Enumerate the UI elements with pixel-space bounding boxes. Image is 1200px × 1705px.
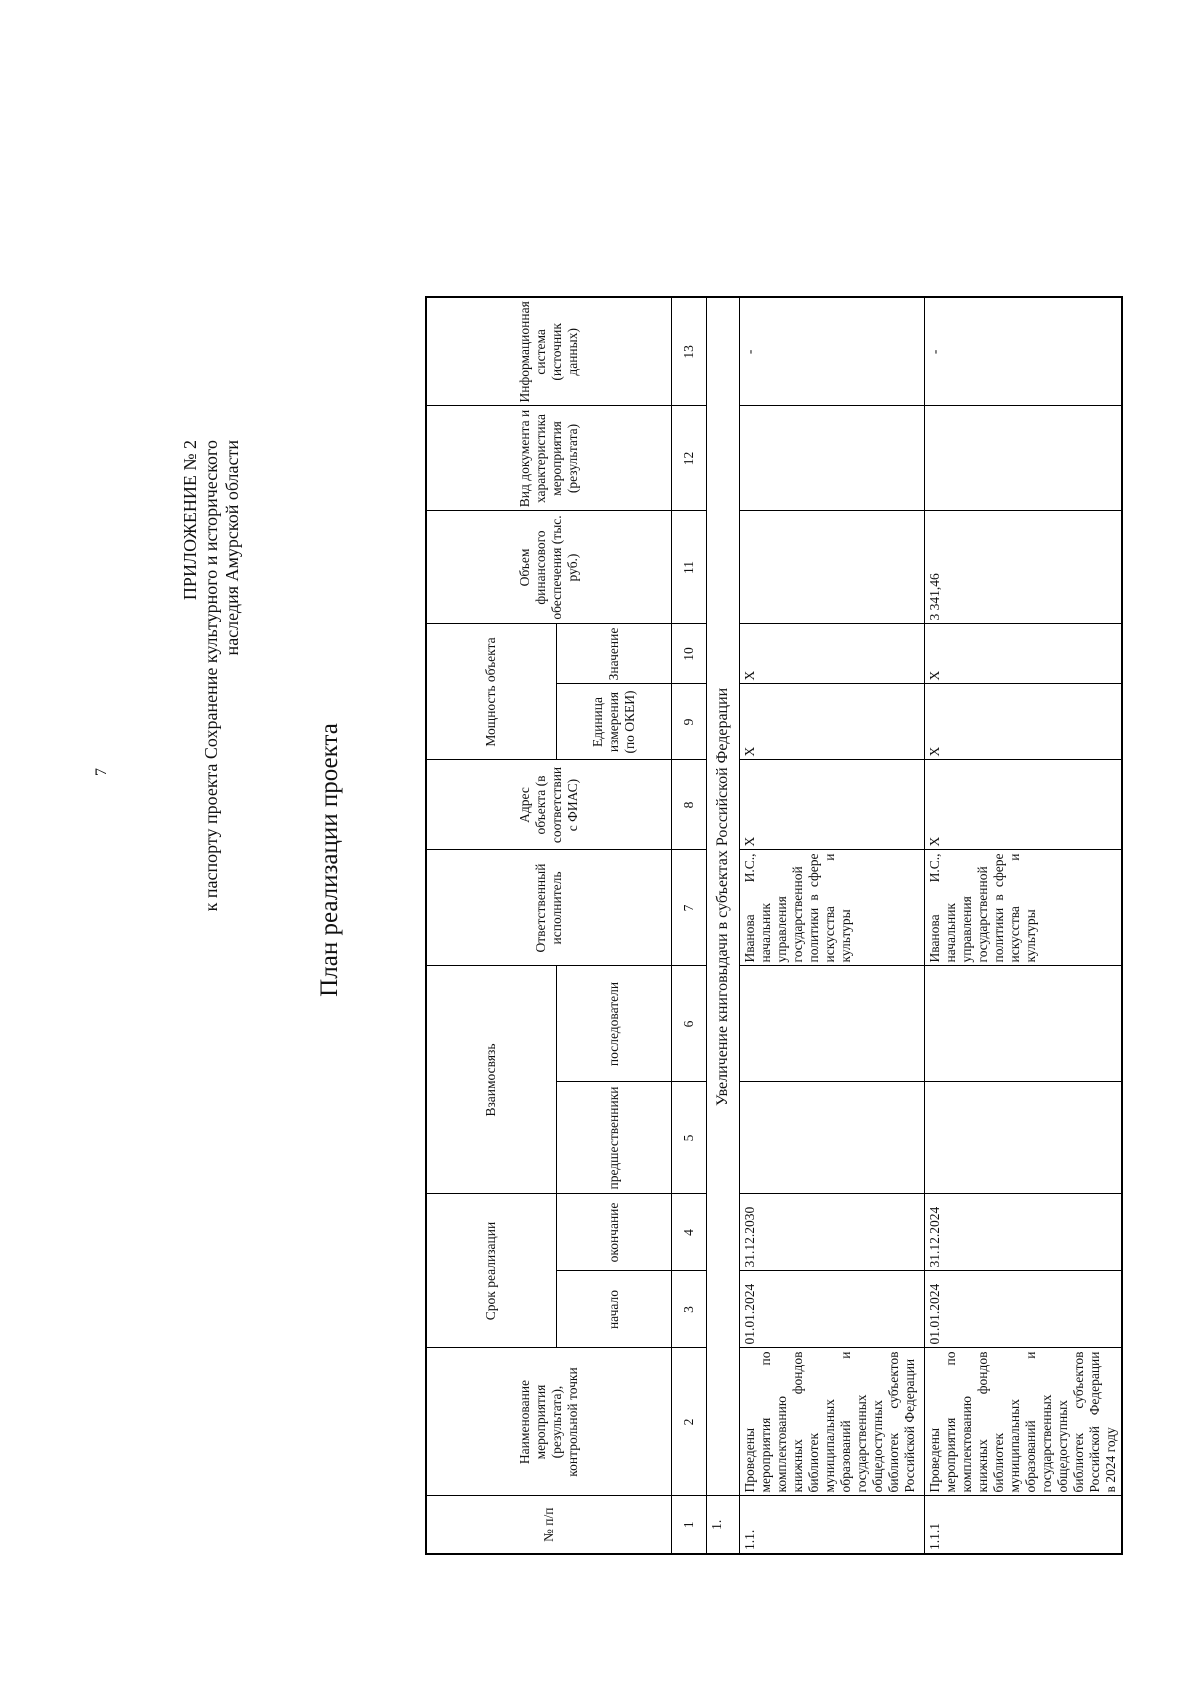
appendix-line-3: наследия Амурской области bbox=[222, 440, 242, 656]
row-finance bbox=[739, 511, 924, 624]
row-end-date: 31.12.2024 bbox=[924, 1194, 1122, 1271]
row-number: 1.1. bbox=[739, 1496, 924, 1554]
section-number: 1. bbox=[706, 1496, 739, 1554]
column-number: 5 bbox=[671, 1082, 706, 1194]
table-row bbox=[739, 297, 924, 1554]
section-row bbox=[706, 297, 739, 1554]
header-term-end: окончание bbox=[556, 1194, 671, 1271]
column-number: 1 bbox=[671, 1496, 706, 1554]
appendix-header bbox=[180, 440, 243, 1080]
column-number: 4 bbox=[671, 1194, 706, 1271]
header-row-1 bbox=[426, 297, 556, 1554]
header-num: № п/п bbox=[426, 1496, 671, 1554]
column-number-row bbox=[671, 297, 706, 1554]
page-number: 7 bbox=[93, 768, 110, 776]
header-link-pred: предшественники bbox=[556, 1082, 671, 1194]
row-address: X bbox=[739, 760, 924, 850]
header-finance: Объем финансового обеспечения (тыс. руб.) bbox=[426, 511, 671, 624]
row-name: Проведены мероприятия по комплектованию книжных фондов библиотек муниципальных образований и государственных общедоступных библиотек субъектов Российской Федерации в 2024 году bbox=[924, 1348, 1122, 1496]
row-capacity-unit: X bbox=[924, 684, 1122, 760]
header-capacity: Мощность объекта bbox=[426, 624, 556, 760]
header-link: Взаимосвязь bbox=[426, 966, 556, 1194]
document-title: План реализации проекта bbox=[316, 723, 343, 997]
row-doc-type bbox=[924, 406, 1122, 511]
header-address: Адрес объекта (в соответствии с ФИАС) bbox=[426, 760, 671, 850]
row-info-system: - bbox=[739, 297, 924, 406]
row-capacity-unit: X bbox=[739, 684, 924, 760]
header-capacity-unit: Единица измерения (по ОКЕИ) bbox=[556, 684, 671, 760]
row-finance: 3 341,46 bbox=[924, 511, 1122, 624]
appendix-line-2: к паспорту проекта Сохранение культурного и исторического bbox=[201, 440, 221, 912]
landscape-sheet bbox=[50, 80, 1118, 1640]
header-term-start: начало bbox=[556, 1271, 671, 1348]
row-predecessors bbox=[739, 1082, 924, 1194]
table-row bbox=[924, 297, 1122, 1554]
row-doc-type bbox=[739, 406, 924, 511]
row-address: X bbox=[924, 760, 1122, 850]
row-successors bbox=[924, 966, 1122, 1082]
row-successors bbox=[739, 966, 924, 1082]
row-number: 1.1.1 bbox=[924, 1496, 1122, 1554]
header-executor: Ответственный исполнитель bbox=[426, 850, 671, 966]
column-number: 13 bbox=[671, 297, 706, 406]
appendix-line-1: ПРИЛОЖЕНИЕ № 2 bbox=[180, 440, 200, 601]
header-doc-type: Вид документа и характеристика мероприятия (результата) bbox=[426, 406, 671, 511]
section-title: Увеличение книговыдачи в субъектах Российской Федерации bbox=[706, 297, 739, 1496]
row-start-date: 01.01.2024 bbox=[739, 1271, 924, 1348]
row-capacity-value: X bbox=[739, 624, 924, 684]
row-name: Проведены мероприятия по комплектованию книжных фондов библиотек муниципальных образований и государственных общедоступных библиотек субъектов Российской Федерации bbox=[739, 1348, 924, 1496]
row-start-date: 01.01.2024 bbox=[924, 1271, 1122, 1348]
implementation-plan-table bbox=[425, 296, 1123, 1555]
row-executor: Иванова И.С., начальник управления государственной политики в сфере искусства и культуры bbox=[924, 850, 1122, 966]
header-term: Срок реализации bbox=[426, 1194, 556, 1348]
column-number: 11 bbox=[671, 511, 706, 624]
row-info-system: - bbox=[924, 297, 1122, 406]
row-executor: Иванова И.С., начальник управления государственной политики в сфере искусства и культуры bbox=[739, 850, 924, 966]
row-capacity-value: X bbox=[924, 624, 1122, 684]
column-number: 12 bbox=[671, 406, 706, 511]
row-end-date: 31.12.2030 bbox=[739, 1194, 924, 1271]
header-capacity-value: Значение bbox=[556, 624, 671, 684]
column-number: 6 bbox=[671, 966, 706, 1082]
header-name: Наименование мероприятия (результата), контрольной точки bbox=[426, 1348, 671, 1496]
column-number: 9 bbox=[671, 684, 706, 760]
header-info-system: Информационная система (источник данных) bbox=[426, 297, 671, 406]
column-number: 2 bbox=[671, 1348, 706, 1496]
column-number: 7 bbox=[671, 850, 706, 966]
row-predecessors bbox=[924, 1082, 1122, 1194]
header-link-succ: последователи bbox=[556, 966, 671, 1082]
column-number: 8 bbox=[671, 760, 706, 850]
column-number: 10 bbox=[671, 624, 706, 684]
column-number: 3 bbox=[671, 1271, 706, 1348]
